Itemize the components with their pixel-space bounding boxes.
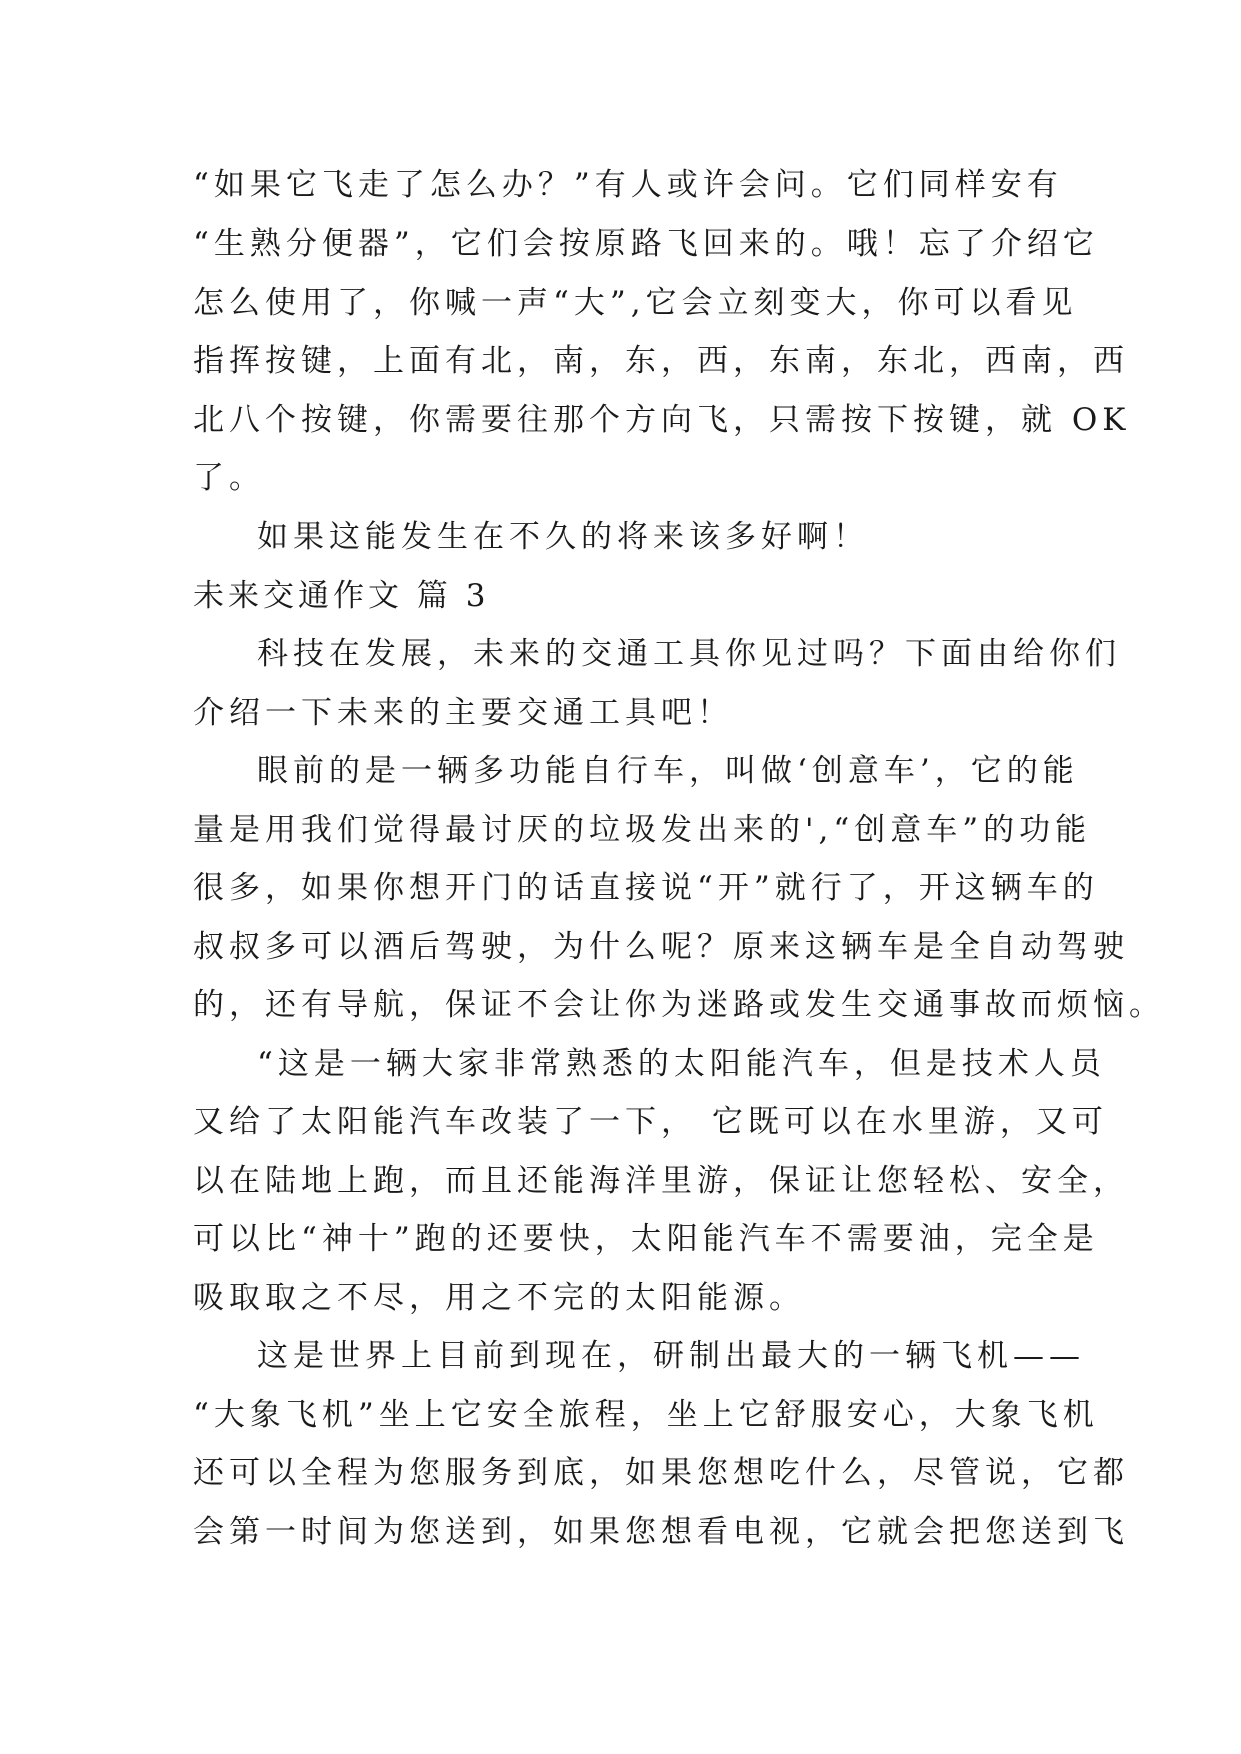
text-line-15: 的，还有导航，保证不会让你为迷路或发生交通事故而烦恼。 — [193, 987, 1165, 1023]
text-line-24: 会第一时间为您送到，如果您想看电视，它就会把您送到飞 — [193, 1514, 1129, 1550]
paragraph-line-21: 这是世界上目前到现在，研制出最大的一辆飞机—— — [257, 1338, 1085, 1374]
text-line-18: 以在陆地上跑，而且还能海洋里游，保证让您轻松、安全， — [193, 1163, 1129, 1199]
text-line-2: “生熟分便器”，它们会按原路飞回来的。哦！忘了介绍它 — [193, 226, 1099, 262]
paragraph-line-7: 如果这能发生在不久的将来该多好啊！ — [257, 519, 869, 555]
text-line-23: 还可以全程为您服务到底，如果您想吃什么，尽管说，它都 — [193, 1455, 1129, 1491]
text-line-5: 北八个按键，你需要往那个方向飞，只需按下按键，就 OK — [193, 402, 1131, 438]
text-line-20: 吸取取之不尽，用之不完的太阳能源。 — [193, 1280, 805, 1316]
text-line-12: 量是用我们觉得最讨厌的垃圾发出来的',“创意车”的功能 — [193, 812, 1092, 848]
text-line-19: 可以比“神十”跑的还要快，太阳能汽车不需要油，完全是 — [193, 1221, 1099, 1257]
text-line-17: 又给了太阳能汽车改装了一下， 它既可以在水里游，又可 — [193, 1104, 1108, 1140]
text-line-22: “大象飞机”坐上它安全旅程，坐上它舒服安心，大象飞机 — [193, 1397, 1099, 1433]
section-heading: 未来交通作文 篇 3 — [193, 578, 490, 614]
paragraph-line-16: “这是一辆大家非常熟悉的太阳能汽车，但是技术人员 — [257, 1046, 1106, 1082]
text-line-3: 怎么使用了，你喊一声“大”,它会立刻变大，你可以看见 — [193, 285, 1078, 321]
text-line-4: 指挥按键，上面有北，南，东，西，东南，东北，西南，西 — [193, 343, 1129, 379]
text-line-6: 了。 — [193, 460, 265, 496]
text-line-14: 叔叔多可以酒后驾驶，为什么呢？原来这辆车是全自动驾驶 — [193, 929, 1129, 965]
text-line-1: “如果它飞走了怎么办？”有人或许会问。它们同样安有 — [193, 167, 1063, 203]
text-line-13: 很多，如果你想开门的话直接说“开”就行了，开这辆车的 — [193, 870, 1099, 906]
paragraph-line-11: 眼前的是一辆多功能自行车，叫做‘创意车’，它的能 — [257, 753, 1079, 789]
text-line-10: 介绍一下未来的主要交通工具吧！ — [193, 695, 733, 731]
paragraph-line-9: 科技在发展，未来的交通工具你见过吗？下面由给你们 — [257, 636, 1121, 672]
